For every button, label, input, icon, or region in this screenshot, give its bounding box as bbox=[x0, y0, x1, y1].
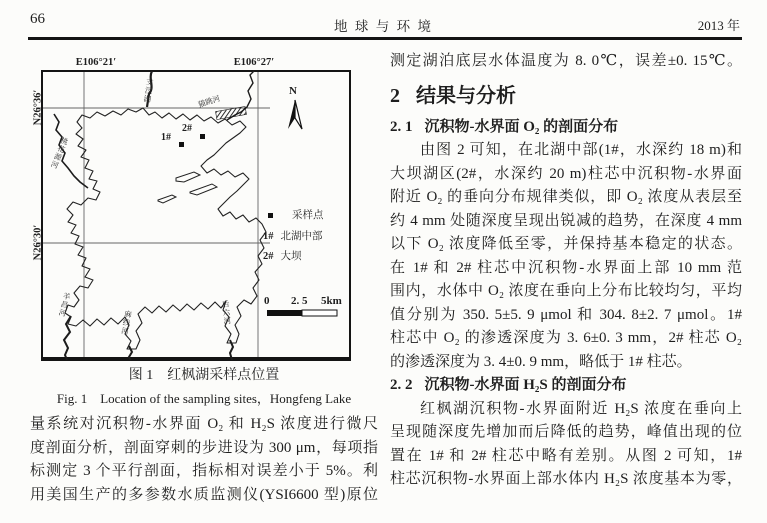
scale-bar-black bbox=[267, 310, 302, 316]
site1-marker bbox=[179, 142, 184, 147]
section-number: 2 bbox=[390, 84, 400, 107]
body-line: 置在 1# 和 2# 柱芯中略有差别。从图 2 可知，1# bbox=[390, 447, 742, 464]
river-label-outlet: 猫跳河 bbox=[197, 93, 222, 110]
body-line: 呈现随深度先增加而后降低的趋势，峰值出现的位 bbox=[390, 424, 742, 440]
lake-outline bbox=[65, 108, 266, 349]
river-label-northwest: 桃花源河 bbox=[48, 135, 71, 171]
scale-label-end: 5km bbox=[321, 295, 342, 307]
scale-bar-white bbox=[302, 310, 337, 316]
river-southwest bbox=[64, 316, 71, 360]
scale-label-zero: 0 bbox=[264, 295, 270, 307]
body-line: 值分别为 350. 5±5. 9 μmol 和 304. 8±2. 7 μmol。1# bbox=[390, 306, 742, 323]
lat-label-top: N26°36′ bbox=[32, 89, 44, 126]
site1-label: 1# bbox=[161, 132, 171, 143]
body-line: 柱芯中 O₂ 的渗透深度为 3. 6±0. 3 mm，2# 柱芯 O₂ bbox=[390, 330, 742, 346]
subsection1-number: 2. 1 bbox=[390, 118, 413, 135]
body-line: 由图 2 可知，在北湖中部(1#，水深约 18 m)和 bbox=[420, 142, 742, 158]
north-arrow-left bbox=[288, 100, 295, 129]
section-heading bbox=[390, 83, 742, 109]
body-line: 用美国生产的多参数水质监测仪(YSI6600 型)原位 bbox=[30, 486, 378, 503]
body-line: 度剖面分析，剖面穿刺的步进设为 300 μm，每项指 bbox=[30, 439, 378, 456]
lon-label-left: E106°21′ bbox=[75, 57, 117, 68]
body-line: 在 1# 和 2# 柱芯中沉积物-水界面上部 10 mm 范 bbox=[390, 259, 742, 276]
map-drawing bbox=[30, 58, 378, 408]
river-label-south: 麻线河 bbox=[119, 309, 134, 337]
body-line: 以下 O₂ 浓度降低至零，并保持基本稳定的状态。 bbox=[390, 236, 742, 252]
body-line: 标测定 3 个平行剖面，指标相对误差小于 5%。利 bbox=[30, 463, 378, 479]
body-line: 柱芯沉积物-水界面上部水体内 H₂S 浓度基本为零， bbox=[390, 471, 742, 487]
figure-caption-cn: 图 1 红枫湖采样点位置 bbox=[128, 368, 280, 383]
body-line: 测定湖泊底层水体温度为 8. 0℃，误差±0. 15℃。 bbox=[390, 53, 742, 69]
body-line: 附近 O₂ 的垂向分布规律类似，即 O₂ 浓度从表层至 bbox=[390, 189, 742, 205]
scale-label-mid: 2. 5 bbox=[291, 295, 308, 307]
river-label-southwest: 羊昌河 bbox=[57, 291, 72, 319]
legend-sample-point-label: 采样点 bbox=[292, 210, 324, 221]
lon-label-right: E106°27′ bbox=[233, 57, 275, 68]
figure-caption-en: Fig. 1 Location of the sampling sites，Hongfeng Lake bbox=[56, 391, 352, 406]
subsection1-title: 沉积物-水界面 O₂ 的剖面分布 bbox=[424, 118, 619, 135]
site2-label: 2# bbox=[182, 123, 192, 134]
legend-site2-num: 2# bbox=[263, 251, 274, 262]
legend-site1-row bbox=[263, 228, 323, 243]
body-line: 约 4 mm 处随深度呈现出锐减的趋势，在深度 4 mm bbox=[390, 212, 742, 229]
legend-site1-name: 北湖中部 bbox=[280, 231, 323, 242]
header-journal-title: 地 球 与 环 境 bbox=[334, 19, 433, 34]
right-column bbox=[390, 50, 742, 492]
legend-marker bbox=[268, 213, 273, 218]
river-label-north-branch: 支汊湖 bbox=[142, 77, 155, 105]
subsection-heading-1 bbox=[390, 116, 742, 140]
left-column bbox=[30, 413, 378, 507]
section-title: 结果与分析 bbox=[416, 84, 516, 107]
subsection2-number: 2. 2 bbox=[390, 377, 413, 393]
body-line: 围内，水体中 O₂ 浓度在垂向上分布比较均匀，平均 bbox=[390, 283, 742, 299]
north-label: N bbox=[289, 85, 297, 97]
subsection-heading-2 bbox=[390, 374, 742, 398]
body-line: 的渗透深度为 3. 4±0. 9 mm，略低于 1# 柱芯。 bbox=[390, 353, 692, 370]
subsection2-title: 沉积物-水界面 H₂S 的剖面分布 bbox=[424, 377, 627, 393]
body-line: 大坝湖区(2#，水深约 20 m)柱芯中沉积物-水界面 bbox=[390, 165, 742, 182]
lake-islands bbox=[158, 172, 217, 203]
north-arrow-right bbox=[295, 100, 302, 129]
figure-map bbox=[30, 58, 378, 408]
lat-label-bottom: N26°30′ bbox=[32, 224, 44, 261]
body-line: 量系统对沉积物-水界面 O₂ 和 H₂S 浓度进行微尺 bbox=[30, 416, 378, 432]
legend-site1-num: 1# bbox=[263, 231, 274, 242]
legend-site2-row bbox=[263, 248, 302, 263]
river-label-southeast: 后六河 bbox=[220, 299, 233, 326]
header-rule bbox=[28, 37, 742, 40]
header-page-number: 66 bbox=[30, 11, 45, 27]
body-line: 红枫湖沉积物-水界面附近 H₂S 浓度在垂向上 bbox=[420, 400, 742, 417]
header-year: 2013 年 bbox=[697, 18, 740, 33]
site2-marker bbox=[200, 134, 205, 139]
legend-site2-name: 大坝 bbox=[280, 251, 302, 262]
